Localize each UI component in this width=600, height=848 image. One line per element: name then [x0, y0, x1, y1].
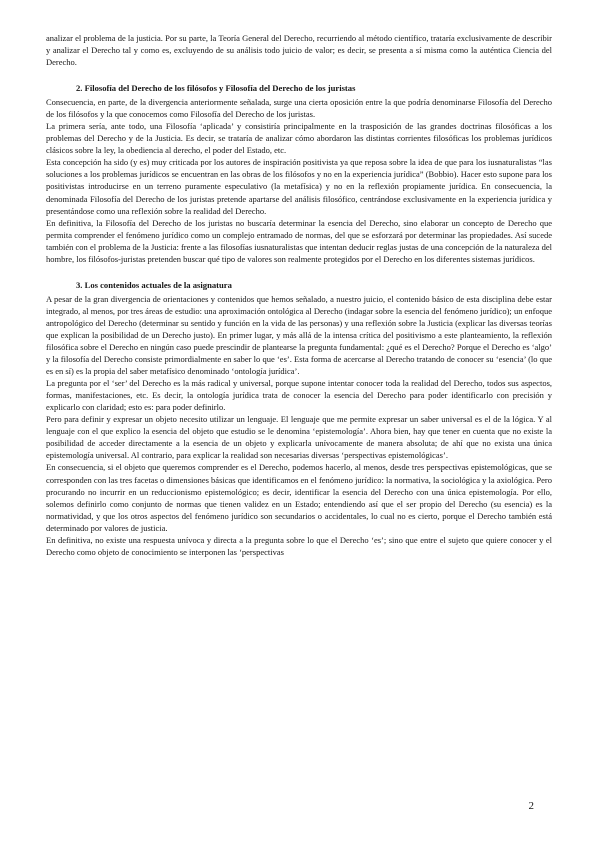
paragraph-intro: analizar el problema de la justicia. Por su parte, la Teoría General del Derecho, recurriendo al método científico, trataría exclusivamente de describir y analizar el Derecho tal y como es, excluyendo de su análisis todo juicio de valor; es decir, se presenta a sí misma como la auténtica Ciencia del Derecho.: [46, 33, 552, 68]
section-2-paragraph: La primera sería, ante todo, una Filosofía ‘aplicada’ y consistiría principalmente en la trasposición de las grandes doctrinas filosóficas a los problemas del Derecho y de la Justicia. Es decir, se trataría de analizar cómo abordaron las distintas corrientes filosóficas los problemas jurídicos clásicos sobre la ley, la obediencia al derecho, el poder del Estado, etc.: [46, 121, 552, 156]
page-number: 2: [528, 800, 534, 812]
section-3-paragraph: En definitiva, no existe una respuesta unívoca y directa a la pregunta sobre lo que el Derecho ‘es’; sino que entre el sujeto que quiere conocer y el Derecho como objeto de conocimiento se interponen las ‘perspectivas: [46, 534, 552, 557]
section-2-paragraph: Consecuencia, en parte, de la divergencia anteriormente señalada, surge una cierta oposición entre la que podría denominarse Filosofía del Derecho de los filósofos y la que conocemos como Filosofía del Derecho de los juristas.: [46, 97, 552, 120]
section-2-paragraph: En definitiva, la Filosofía del Derecho de los juristas no buscaría determinar la esencia del Derecho, sino elaborar un concepto de Derecho que permita comprender el fenómeno jurídico como un complejo entramado de normas, del que se esforzará por determinar las propiedades. Así sucede también con el problema de la Justicia: frente a las filosofías iusnaturalistas que intentan deducir reglas justas de una concepción de la naturaleza del hombre, los filósofos-juristas pretenden buscar qué tipo de valores son realmente protegidos por el Derecho en los diferentes sistemas jurídicos.: [46, 217, 552, 264]
section-3-paragraph: En consecuencia, si el objeto que queremos comprender es el Derecho, podemos hacerlo, al menos, desde tres perspectivas epistemológicas, que se corresponden con las tres facetas o dimensiones básicas que identificamos en el fenómeno jurídico: la normativa, la sociológica y la axiológica. Pero procurando no incurrir en un reduccionismo epistemológico; es decir, identificar la esencia del Derecho con una única epistemología. Por ello, solemos definirlo como conjunto de normas que tienen validez en un Estado; entendiendo así que el ser propio del Derecho (su esencia) es la normatividad, y que los otros aspectos del fenómeno jurídico son secundarios o accidentales, lo cual no es cierto, porque el Derecho también está determinado por valores de justicia.: [46, 462, 552, 533]
section-3-paragraph: A pesar de la gran divergencia de orientaciones y contenidos que hemos señalado, a nuestro juicio, el contenido básico de esta disciplina debe estar integrado, al menos, por tres áreas de estudio: una aproximación ontológica al Derecho (indagar sobre la esencia del fenómeno jurídico); un enfoque antropológico del Derecho (determinar su sentido y función en la vida de las personas) y una reflexión sobre la Justicia (explicar las diversas teorías que explican la posibilidad de un Derecho justo). En primer lugar, y más allá de la intensa crítica del positivismo a este planteamiento, la reflexión filosófica sobre el Derecho en ningún caso puede prescindir de plantearse la pregunta fundamental: ¿qué es el Derecho? Porque el Derecho es ‘algo’ y la filosofía del Derecho consiste primordialmente en saber lo que ‘es’. Esta forma de acercarse al Derecho tratando de conocer su ‘esencia’ (lo que es en sí) es la propia del saber metafísico denominado ‘ontología jurídica’.: [46, 293, 552, 377]
section-2-paragraph: Esta concepción ha sido (y es) muy criticada por los autores de inspiración positivista ya que reposa sobre la idea de que para los iusnaturalistas “las soluciones a los problemas jurídicos se encuentran en las obras de los filósofos y no en la experiencia jurídica” (Bobbio). Hacer esto supone para los positivistas introducirse en un terreno puramente especulativo (la metafísica) y no en la reflexión propiamente jurídica. En consecuencia, la denominada Filosofía del Derecho de los juristas pretende apartarse del análisis filosófico, centrándose exclusivamente en la experiencia jurídica y presentándose como una reflexión sobre la realidad del Derecho.: [46, 157, 552, 216]
section-3-heading: 3. Los contenidos actuales de la asignatura: [76, 279, 232, 290]
section-2-heading: 2. Filosofía del Derecho de los filósofos y Filosofía del Derecho de los juristas: [76, 83, 356, 94]
section-3-paragraph: Pero para definir y expresar un objeto necesito utilizar un lenguaje. El lenguaje que me permite expresar un saber universal es el de la lógica. Y al lenguaje con el que explico la esencia del objeto que estudio se le denomina ‘epistemología’. Ahora bien, hay que tener en cuenta que no existe la posibilidad de acceder directamente a la esencia de un objeto y explicarla unívocamente de manera absoluta; de ahí que no exista una única epistemología universal. Al contrario, para explicar la realidad son necesarias diversas ‘perspectivas epistemológicas’.: [46, 414, 552, 461]
section-3-paragraph: La pregunta por el ‘ser’ del Derecho es la más radical y universal, porque supone intentar conocer toda la realidad del Derecho, todos sus aspectos, formas, manifestaciones, etc. Es decir, la ontología jurídica trata de conocer la esencia del Derecho para poder identificarlo con precisión y explicarlo con claridad; esto es: para poder definirlo.: [46, 378, 552, 413]
